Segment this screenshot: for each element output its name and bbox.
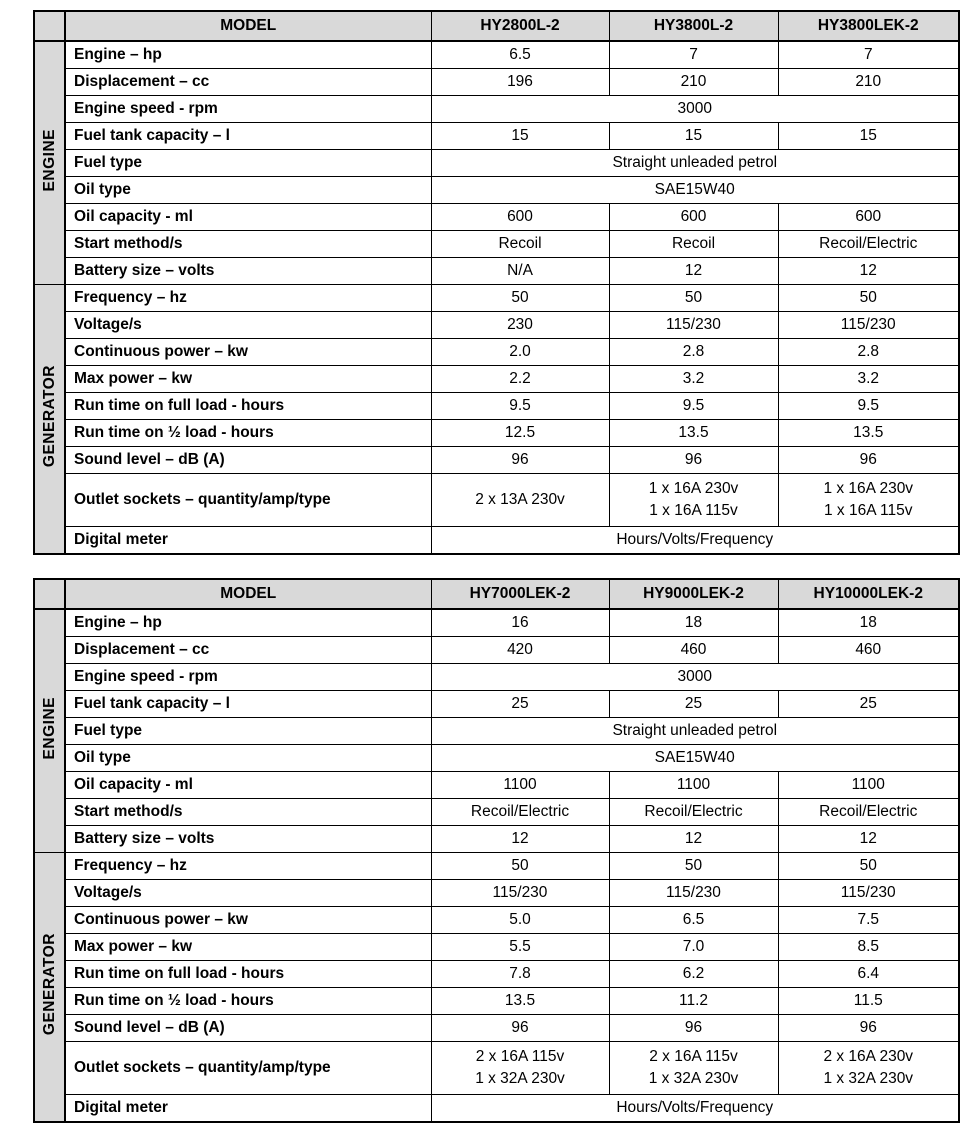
table-row xyxy=(34,745,959,772)
spec-value: 25 xyxy=(609,691,778,718)
spec-label: Oil type xyxy=(65,177,431,204)
spec-label: Fuel tank capacity – l xyxy=(65,691,431,718)
spec-value: 18 xyxy=(609,609,778,637)
spec-label: Max power – kw xyxy=(65,366,431,393)
spec-label: Engine speed - rpm xyxy=(65,96,431,123)
spec-value: Recoil/Electric xyxy=(431,799,609,826)
table-row xyxy=(34,393,959,420)
spec-value: 6.4 xyxy=(778,961,959,988)
table-row xyxy=(34,69,959,96)
spec-value: 7 xyxy=(609,41,778,69)
model-column-header: MODEL xyxy=(65,579,431,609)
spec-value: 50 xyxy=(609,285,778,312)
spec-value: 2 x 16A 115v 1 x 32A 230v xyxy=(609,1042,778,1095)
spec-value: 25 xyxy=(431,691,609,718)
spec-value: 230 xyxy=(431,312,609,339)
spec-label: Continuous power – kw xyxy=(65,907,431,934)
spec-value: 210 xyxy=(778,69,959,96)
model-name-header: HY2800L-2 xyxy=(431,11,609,41)
spec-value: 115/230 xyxy=(778,880,959,907)
spec-value: 96 xyxy=(778,1015,959,1042)
table-row xyxy=(34,11,959,41)
spec-value: 11.5 xyxy=(778,988,959,1015)
spec-value: 16 xyxy=(431,609,609,637)
spec-value-merged: Hours/Volts/Frequency xyxy=(431,527,959,555)
spec-value: 96 xyxy=(778,447,959,474)
spec-value: 196 xyxy=(431,69,609,96)
spec-value: 3.2 xyxy=(778,366,959,393)
spec-label: Voltage/s xyxy=(65,880,431,907)
spec-value: 15 xyxy=(609,123,778,150)
spec-label: Fuel type xyxy=(65,150,431,177)
spec-value: 96 xyxy=(609,447,778,474)
table-row xyxy=(34,527,959,555)
spec-label: Displacement – cc xyxy=(65,637,431,664)
spec-value: 13.5 xyxy=(431,988,609,1015)
corner-cell xyxy=(34,11,65,41)
table-row xyxy=(34,579,959,609)
spec-value: 460 xyxy=(609,637,778,664)
spec-value: 2.2 xyxy=(431,366,609,393)
table-row xyxy=(34,339,959,366)
spec-value: 9.5 xyxy=(431,393,609,420)
model-name-header: HY3800L-2 xyxy=(609,11,778,41)
spec-label: Oil type xyxy=(65,745,431,772)
spec-value: 96 xyxy=(431,1015,609,1042)
spec-value: 1 x 16A 230v 1 x 16A 115v xyxy=(609,474,778,527)
spec-value: 1100 xyxy=(609,772,778,799)
spec-value: 8.5 xyxy=(778,934,959,961)
spec-value: 115/230 xyxy=(431,880,609,907)
spec-value: 12 xyxy=(778,258,959,285)
model-name-header: HY10000LEK-2 xyxy=(778,579,959,609)
model-column-header: MODEL xyxy=(65,11,431,41)
table-row xyxy=(34,258,959,285)
table-row xyxy=(34,718,959,745)
section-label-generator: GENERATOR xyxy=(34,853,65,1123)
spec-value: 12 xyxy=(609,826,778,853)
table-row xyxy=(34,988,959,1015)
spec-value: Recoil/Electric xyxy=(778,799,959,826)
table-row xyxy=(34,177,959,204)
spec-value-merged: SAE15W40 xyxy=(431,745,959,772)
table-row xyxy=(34,447,959,474)
spec-label: Engine speed - rpm xyxy=(65,664,431,691)
spec-label: Max power – kw xyxy=(65,934,431,961)
spec-value: 12 xyxy=(778,826,959,853)
spec-value: Recoil xyxy=(609,231,778,258)
table-row xyxy=(34,1042,959,1095)
spec-value-merged: 3000 xyxy=(431,664,959,691)
spec-value: 12 xyxy=(609,258,778,285)
spec-label: Fuel type xyxy=(65,718,431,745)
spec-label: Displacement – cc xyxy=(65,69,431,96)
spec-value: 6.5 xyxy=(431,41,609,69)
spec-value: 600 xyxy=(778,204,959,231)
spec-value: 2 x 16A 115v 1 x 32A 230v xyxy=(431,1042,609,1095)
spec-value: Recoil xyxy=(431,231,609,258)
spec-label: Battery size – volts xyxy=(65,826,431,853)
spec-value: 96 xyxy=(609,1015,778,1042)
spec-value: 7.0 xyxy=(609,934,778,961)
spec-label: Digital meter xyxy=(65,527,431,555)
spec-label: Engine – hp xyxy=(65,609,431,637)
table-row xyxy=(34,961,959,988)
spec-value: 13.5 xyxy=(778,420,959,447)
spec-label: Fuel tank capacity – l xyxy=(65,123,431,150)
spec-label: Outlet sockets – quantity/amp/type xyxy=(65,1042,431,1095)
table-row xyxy=(34,204,959,231)
table-row xyxy=(34,907,959,934)
spec-value: 210 xyxy=(609,69,778,96)
model-name-header: HY7000LEK-2 xyxy=(431,579,609,609)
table-row xyxy=(34,826,959,853)
spec-value: 5.0 xyxy=(431,907,609,934)
spec-value: 3.2 xyxy=(609,366,778,393)
table-row xyxy=(34,880,959,907)
spec-label: Continuous power – kw xyxy=(65,339,431,366)
section-label-engine: ENGINE xyxy=(34,609,65,853)
table-row xyxy=(34,474,959,527)
spec-label: Sound level – dB (A) xyxy=(65,1015,431,1042)
table-row xyxy=(34,366,959,393)
table-row xyxy=(34,285,959,312)
spec-value: 2.8 xyxy=(778,339,959,366)
spec-value: 1 x 16A 230v 1 x 16A 115v xyxy=(778,474,959,527)
spec-value: 6.5 xyxy=(609,907,778,934)
spec-value-merged: Straight unleaded petrol xyxy=(431,150,959,177)
spec-value: 50 xyxy=(778,853,959,880)
spec-value-merged: Hours/Volts/Frequency xyxy=(431,1095,959,1123)
table-row xyxy=(34,420,959,447)
table-row xyxy=(34,1095,959,1123)
spec-value: 2.0 xyxy=(431,339,609,366)
spec-value: 9.5 xyxy=(609,393,778,420)
spec-value: 7 xyxy=(778,41,959,69)
spec-label: Run time on ½ load - hours xyxy=(65,420,431,447)
table-row xyxy=(34,637,959,664)
table-row xyxy=(34,312,959,339)
spec-value: 2 x 13A 230v xyxy=(431,474,609,527)
table-row xyxy=(34,691,959,718)
spec-label: Run time on full load - hours xyxy=(65,961,431,988)
model-name-header: HY9000LEK-2 xyxy=(609,579,778,609)
table-row xyxy=(34,664,959,691)
spec-value: 50 xyxy=(431,285,609,312)
spec-value: 15 xyxy=(778,123,959,150)
spec-value: 9.5 xyxy=(778,393,959,420)
spec-value: 6.2 xyxy=(609,961,778,988)
spec-value: 18 xyxy=(778,609,959,637)
table-row xyxy=(34,772,959,799)
spec-label: Frequency – hz xyxy=(65,285,431,312)
spec-value: 50 xyxy=(778,285,959,312)
spec-value: 115/230 xyxy=(609,880,778,907)
spec-label: Run time on ½ load - hours xyxy=(65,988,431,1015)
spec-value: N/A xyxy=(431,258,609,285)
section-label-generator: GENERATOR xyxy=(34,285,65,555)
spec-value-merged: 3000 xyxy=(431,96,959,123)
spec-value: 25 xyxy=(778,691,959,718)
table-row xyxy=(34,123,959,150)
spec-value-merged: SAE15W40 xyxy=(431,177,959,204)
spec-label: Sound level – dB (A) xyxy=(65,447,431,474)
spec-label: Battery size – volts xyxy=(65,258,431,285)
spec-label: Oil capacity - ml xyxy=(65,204,431,231)
spec-value: 115/230 xyxy=(778,312,959,339)
spec-value: 7.5 xyxy=(778,907,959,934)
table-row xyxy=(34,1015,959,1042)
spec-value: 7.8 xyxy=(431,961,609,988)
table-row xyxy=(34,231,959,258)
spec-value: 13.5 xyxy=(609,420,778,447)
spec-value: 420 xyxy=(431,637,609,664)
spec-table-1 xyxy=(33,10,960,555)
table-row xyxy=(34,934,959,961)
spec-value: 2.8 xyxy=(609,339,778,366)
spec-value: 12.5 xyxy=(431,420,609,447)
table-row xyxy=(34,853,959,880)
table-row xyxy=(34,96,959,123)
spec-value: 50 xyxy=(609,853,778,880)
spec-value: 115/230 xyxy=(609,312,778,339)
spec-value: 2 x 16A 230v 1 x 32A 230v xyxy=(778,1042,959,1095)
spec-table-2 xyxy=(33,578,960,1123)
table-row xyxy=(34,150,959,177)
spec-value-merged: Straight unleaded petrol xyxy=(431,718,959,745)
spec-label: Run time on full load - hours xyxy=(65,393,431,420)
spec-label: Oil capacity - ml xyxy=(65,772,431,799)
spec-value: 15 xyxy=(431,123,609,150)
spec-value: 12 xyxy=(431,826,609,853)
spec-value: 5.5 xyxy=(431,934,609,961)
spec-value: 50 xyxy=(431,853,609,880)
spec-label: Start method/s xyxy=(65,799,431,826)
spec-value: 96 xyxy=(431,447,609,474)
spec-value: 600 xyxy=(431,204,609,231)
spec-label: Frequency – hz xyxy=(65,853,431,880)
section-label-engine: ENGINE xyxy=(34,41,65,285)
model-name-header: HY3800LEK-2 xyxy=(778,11,959,41)
spec-label: Outlet sockets – quantity/amp/type xyxy=(65,474,431,527)
spec-value: 460 xyxy=(778,637,959,664)
table-row xyxy=(34,609,959,637)
spec-value: 1100 xyxy=(778,772,959,799)
spec-value: 11.2 xyxy=(609,988,778,1015)
spec-label: Digital meter xyxy=(65,1095,431,1123)
spec-value: Recoil/Electric xyxy=(609,799,778,826)
spec-label: Start method/s xyxy=(65,231,431,258)
spec-label: Voltage/s xyxy=(65,312,431,339)
spec-value: 600 xyxy=(609,204,778,231)
corner-cell xyxy=(34,579,65,609)
table-row xyxy=(34,41,959,69)
table-row xyxy=(34,799,959,826)
spec-value: Recoil/Electric xyxy=(778,231,959,258)
spec-label: Engine – hp xyxy=(65,41,431,69)
spec-value: 1100 xyxy=(431,772,609,799)
